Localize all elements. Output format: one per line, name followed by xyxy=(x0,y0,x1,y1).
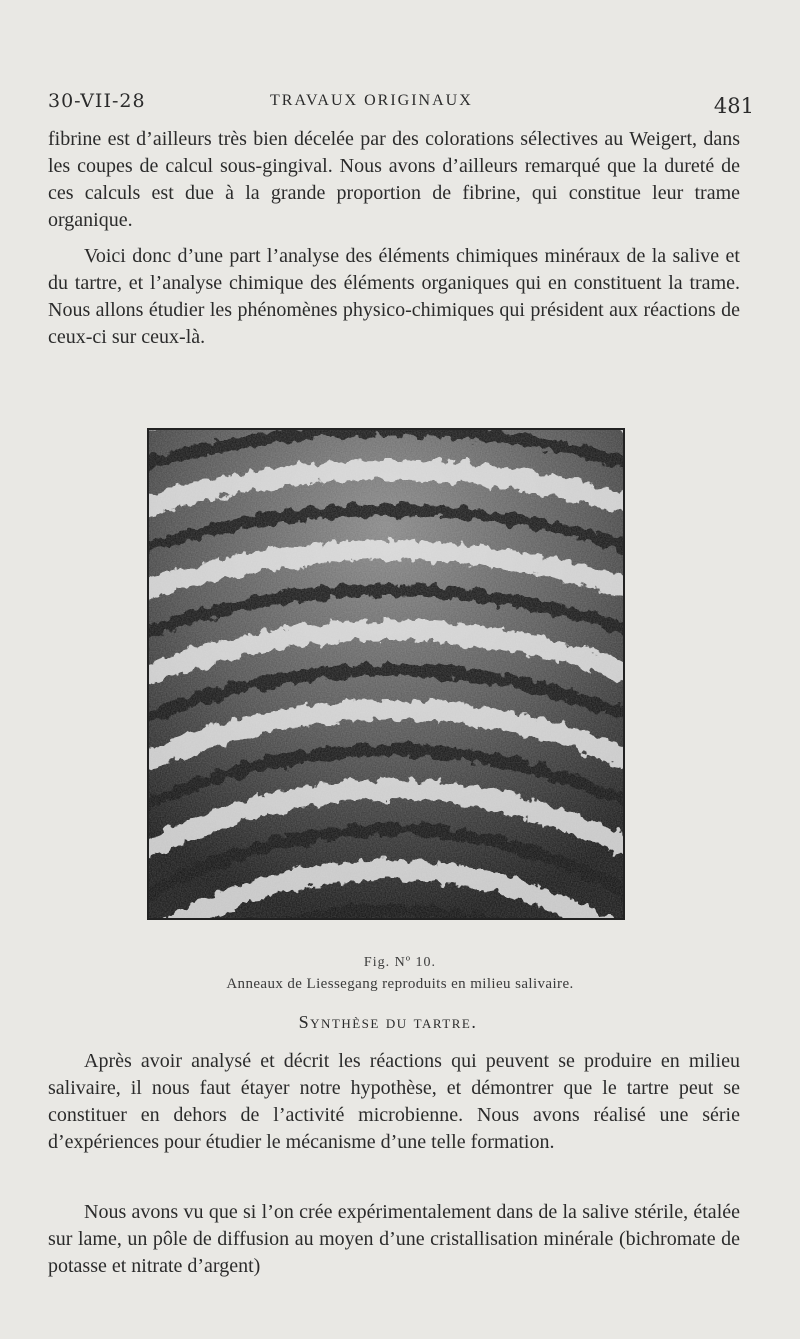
header-section-title: TRAVAUX ORIGINAUX xyxy=(270,92,473,109)
running-head xyxy=(48,86,754,118)
page-number: 481 xyxy=(713,94,754,118)
section-heading: Synthèse du tartre. xyxy=(298,1012,478,1032)
paragraph-3: Après avoir analysé et décrit les réactions qui peuvent se produire en milieu salivaire, il nous faut étayer notre hypothèse, et démontrer que le tartre peut se constituer en dehors de l’activité microbienne. Nous avons réalisé une série d’expériences pour étudier le mécanisme d’une telle formation. xyxy=(48,1050,740,1153)
figure-caption: Anneaux de Liessegang reproduits en milieu salivaire. xyxy=(226,976,574,992)
paragraph-2: Voici donc d’une part l’analyse des éléments chimiques minéraux de la salive et du tartre, et l’analyse chimique des éléments organiques qui en constituent la trame. Nous allons étudier les phénomènes physico-chimiques qui président aux réactions de ceux-ci sur ceux-là. xyxy=(48,245,740,348)
liesegang-rings-image xyxy=(149,430,623,918)
figure-photograph xyxy=(147,428,625,920)
paragraph-1: fibrine est d’ailleurs très bien décelée par des colorations sélectives au Weigert, dans les coupes de calcul sous-gingival. Nous avons d’ailleurs remarqué que la dureté de ces calculs est due à la grande proportion de fibrine, qui constitue leur trame organique. xyxy=(48,128,740,231)
paragraph-4: Nous avons vu que si l’on crée expérimentalement dans de la salive stérile, étalée sur lame, un pôle de diffusion au moyen d’une cristallisation minérale (bichromate de potasse et nitrate d’argent) xyxy=(48,1201,740,1277)
figure-label: Fig. Nº 10. xyxy=(363,955,437,970)
header-date: 30-VII-28 xyxy=(48,90,146,112)
